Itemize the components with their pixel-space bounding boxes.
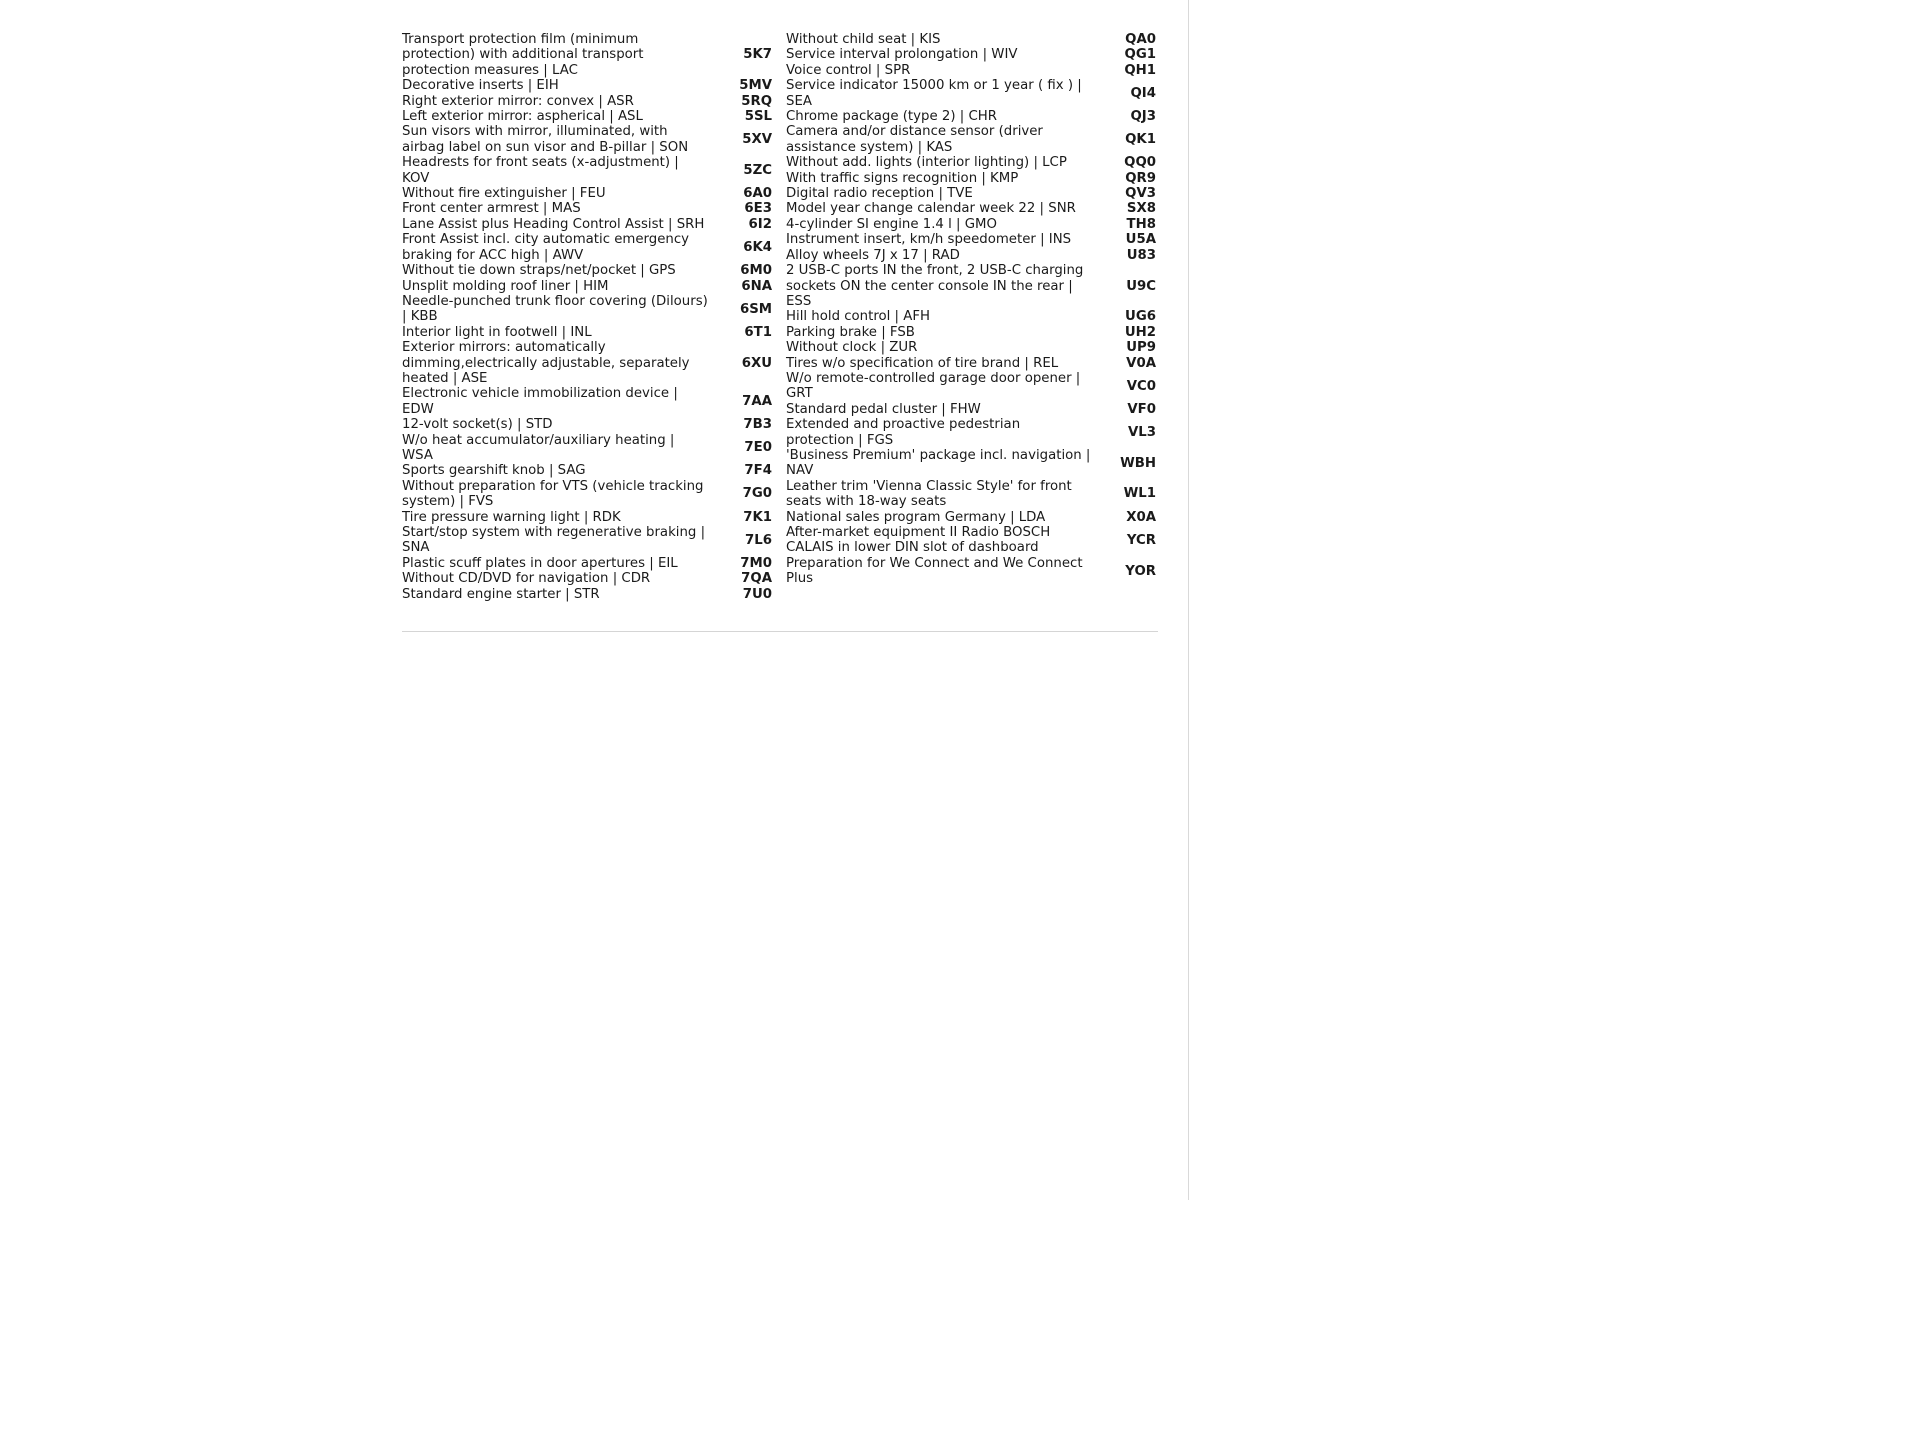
equipment-row — [402, 109, 772, 124]
equipment-code: VL3 — [1127, 424, 1156, 440]
left-column-entries — [402, 32, 772, 602]
two-column-layout — [402, 32, 1162, 602]
equipment-row — [402, 279, 772, 294]
equipment-row — [402, 386, 772, 417]
equipment-code: 6NA — [741, 278, 772, 294]
equipment-description: 12-volt socket(s) | STD — [402, 417, 553, 433]
equipment-description: Preparation for We Connect and We Connect Plus — [786, 555, 1083, 587]
equipment-description: Decorative inserts | EIH — [402, 78, 559, 94]
equipment-row — [786, 217, 1156, 232]
equipment-code: QG1 — [1124, 47, 1156, 63]
equipment-row — [402, 479, 772, 510]
equipment-code: 6M0 — [740, 263, 772, 279]
equipment-code: V0A — [1126, 355, 1156, 371]
equipment-description: W/o heat accumulator/auxiliary heating | WSA — [402, 432, 675, 463]
equipment-row — [786, 155, 1156, 170]
equipment-code: 6E3 — [744, 201, 772, 217]
equipment-code: U5A — [1125, 232, 1156, 248]
equipment-description: Transport protection film (minimum protection) with additional transport protection measures | LAC — [402, 32, 644, 78]
equipment-code: 7QA — [741, 571, 772, 587]
equipment-row — [402, 201, 772, 216]
equipment-row — [786, 263, 1156, 309]
equipment-code-listing — [402, 32, 1162, 602]
equipment-row — [786, 248, 1156, 263]
equipment-row — [402, 32, 772, 78]
equipment-code: VF0 — [1127, 401, 1156, 417]
equipment-row — [402, 556, 772, 571]
equipment-code: 6T1 — [744, 324, 772, 340]
equipment-row — [402, 155, 772, 186]
equipment-row — [786, 309, 1156, 324]
equipment-code: YCR — [1126, 532, 1156, 548]
equipment-row — [402, 340, 772, 386]
equipment-row — [786, 556, 1156, 587]
equipment-code: 7L6 — [745, 532, 772, 548]
equipment-description: Model year change calendar week 22 | SNR — [786, 201, 1076, 217]
equipment-description: Sports gearshift knob | SAG — [402, 463, 586, 479]
equipment-code: X0A — [1126, 509, 1156, 525]
equipment-description: 'Business Premium' package incl. navigation | NAV — [786, 447, 1091, 479]
equipment-code: QI4 — [1130, 85, 1156, 101]
equipment-row — [786, 510, 1156, 525]
equipment-row — [402, 587, 772, 602]
equipment-row — [786, 124, 1156, 155]
equipment-row — [786, 325, 1156, 340]
equipment-row — [786, 32, 1156, 47]
equipment-code: QQ0 — [1124, 155, 1156, 171]
equipment-row — [786, 479, 1156, 510]
equipment-description: Sun visors with mirror, illuminated, with airbag label on sun visor and B-pillar | SON — [402, 124, 689, 155]
equipment-description: 2 USB-C ports IN the front, 2 USB-C charging sockets ON the center console IN the rear | ESS — [786, 263, 1084, 309]
equipment-code: VC0 — [1126, 378, 1156, 394]
equipment-code: 6I2 — [748, 216, 772, 232]
equipment-description: Front Assist incl. city automatic emergency braking for ACC high | AWV — [402, 232, 690, 263]
equipment-row — [786, 47, 1156, 62]
right-column-entries — [786, 32, 1156, 587]
equipment-description: Voice control | SPR — [786, 62, 911, 78]
equipment-code: UG6 — [1125, 309, 1156, 325]
equipment-code: TH8 — [1126, 216, 1156, 232]
equipment-description: Standard engine starter | STR — [402, 586, 600, 602]
right-column — [786, 32, 1156, 587]
equipment-code: 6A0 — [743, 186, 772, 202]
equipment-description: Tires w/o specification of tire brand | REL — [786, 355, 1059, 371]
equipment-code: U83 — [1126, 247, 1156, 263]
equipment-row — [786, 356, 1156, 371]
equipment-code: 7E0 — [744, 440, 772, 456]
equipment-code: 7B3 — [743, 417, 772, 433]
equipment-row — [786, 232, 1156, 247]
equipment-description: Unsplit molding roof liner | HIM — [402, 278, 609, 294]
equipment-description: Service interval prolongation | WIV — [786, 47, 1018, 63]
equipment-code: 5SL — [744, 109, 772, 125]
equipment-description: Digital radio reception | TVE — [786, 186, 973, 202]
equipment-row — [402, 263, 772, 278]
equipment-description: Exterior mirrors: automatically dimming,electrically adjustable, separately heated | ASE — [402, 340, 690, 386]
equipment-description: Standard pedal cluster | FHW — [786, 401, 981, 417]
equipment-code: 7AA — [742, 394, 772, 410]
equipment-description: Without child seat | KIS — [786, 32, 941, 47]
equipment-row — [786, 171, 1156, 186]
equipment-row — [402, 94, 772, 109]
equipment-code: 5XV — [742, 132, 772, 148]
equipment-row — [402, 294, 772, 325]
equipment-code: 5MV — [739, 78, 772, 94]
equipment-description: Service indicator 15000 km or 1 year ( fix ) | SEA — [786, 78, 1082, 109]
equipment-code: UH2 — [1124, 324, 1156, 340]
equipment-row — [402, 525, 772, 556]
equipment-code: U9C — [1126, 278, 1156, 294]
equipment-description: After-market equipment II Radio BOSCH CALAIS in lower DIN slot of dashboard — [786, 525, 1051, 556]
equipment-row — [402, 217, 772, 232]
equipment-description: Interior light in footwell | INL — [402, 324, 592, 340]
equipment-code: YOR — [1125, 563, 1156, 579]
equipment-code: 6SM — [739, 301, 772, 317]
equipment-row — [402, 232, 772, 263]
equipment-row — [402, 325, 772, 340]
equipment-code: QK1 — [1125, 132, 1156, 148]
equipment-code: 7M0 — [740, 555, 772, 571]
equipment-code: 7F4 — [744, 463, 772, 479]
equipment-row — [402, 186, 772, 201]
equipment-description: Hill hold control | AFH — [786, 309, 930, 325]
equipment-description: Leather trim 'Vienna Classic Style' for front seats with 18-way seats — [786, 478, 1072, 510]
equipment-description: Without CD/DVD for navigation | CDR — [402, 571, 651, 587]
section-divider — [402, 631, 1158, 632]
equipment-description: Right exterior mirror: convex | ASR — [402, 93, 634, 109]
equipment-code: WL1 — [1123, 486, 1156, 502]
equipment-description: Parking brake | FSB — [786, 324, 915, 340]
equipment-description: With traffic signs recognition | KMP — [786, 170, 1019, 186]
equipment-code: UP9 — [1126, 340, 1156, 356]
equipment-code: WBH — [1120, 455, 1156, 471]
equipment-row — [402, 417, 772, 432]
equipment-row — [402, 433, 772, 464]
equipment-description: Without clock | ZUR — [786, 340, 918, 356]
equipment-row — [786, 340, 1156, 355]
equipment-description: Instrument insert, km/h speedometer | INS — [786, 232, 1072, 248]
equipment-description: Camera and/or distance sensor (driver assistance system) | KAS — [786, 124, 1043, 155]
equipment-row — [402, 124, 772, 155]
equipment-description: 4-cylinder SI engine 1.4 l | GMO — [786, 216, 997, 232]
equipment-code: 5ZC — [743, 162, 772, 178]
equipment-description: Without add. lights (interior lighting) | LCP — [786, 155, 1067, 171]
equipment-description: W/o remote-controlled garage door opener | GRT — [786, 370, 1081, 402]
left-column — [402, 32, 772, 602]
equipment-description: Electronic vehicle immobilization device | EDW — [402, 386, 678, 417]
equipment-description: Alloy wheels 7J x 17 | RAD — [786, 247, 960, 263]
equipment-description: Needle-punched trunk floor covering (Dilours) | KBB — [402, 293, 708, 325]
equipment-row — [786, 63, 1156, 78]
equipment-description: Tire pressure warning light | RDK — [402, 509, 621, 525]
equipment-code: QA0 — [1125, 32, 1156, 47]
equipment-row — [402, 78, 772, 93]
equipment-description: Lane Assist plus Heading Control Assist | SRH — [402, 216, 705, 232]
equipment-code: 7U0 — [742, 586, 772, 602]
equipment-description: Without fire extinguisher | FEU — [402, 186, 606, 202]
equipment-row — [786, 186, 1156, 201]
equipment-description: Chrome package (type 2) | CHR — [786, 109, 997, 125]
equipment-row — [402, 510, 772, 525]
equipment-code: 7G0 — [742, 486, 772, 502]
equipment-code: 6XU — [741, 355, 772, 371]
equipment-row — [786, 201, 1156, 216]
equipment-row — [786, 109, 1156, 124]
equipment-row — [786, 78, 1156, 109]
equipment-row — [786, 371, 1156, 402]
equipment-description: Front center armrest | MAS — [402, 201, 581, 217]
equipment-description: National sales program Germany | LDA — [786, 509, 1046, 525]
equipment-code: 7K1 — [743, 509, 772, 525]
equipment-row — [402, 463, 772, 478]
equipment-row — [786, 525, 1156, 556]
equipment-description: Without preparation for VTS (vehicle tracking system) | FVS — [402, 478, 704, 510]
equipment-code: 5RQ — [741, 93, 772, 109]
equipment-description: Headrests for front seats (x-adjustment) | KOV — [402, 155, 679, 186]
page-edge-line — [1188, 0, 1189, 1200]
equipment-row — [786, 417, 1156, 448]
equipment-row — [786, 402, 1156, 417]
equipment-description: Extended and proactive pedestrian protection | FGS — [786, 417, 1021, 448]
equipment-row — [786, 448, 1156, 479]
equipment-description: Plastic scuff plates in door apertures | EIL — [402, 555, 678, 571]
equipment-code: SX8 — [1126, 201, 1156, 217]
equipment-description: Without tie down straps/net/pocket | GPS — [402, 263, 676, 279]
equipment-code: QV3 — [1125, 186, 1156, 202]
equipment-code: QH1 — [1124, 62, 1156, 78]
equipment-row — [402, 571, 772, 586]
equipment-code: 5K7 — [743, 47, 772, 63]
equipment-code: 6K4 — [743, 239, 772, 255]
equipment-code: QR9 — [1125, 170, 1156, 186]
equipment-description: Left exterior mirror: aspherical | ASL — [402, 109, 643, 125]
equipment-description: Start/stop system with regenerative braking | SNA — [402, 525, 706, 556]
equipment-code: QJ3 — [1130, 109, 1156, 125]
